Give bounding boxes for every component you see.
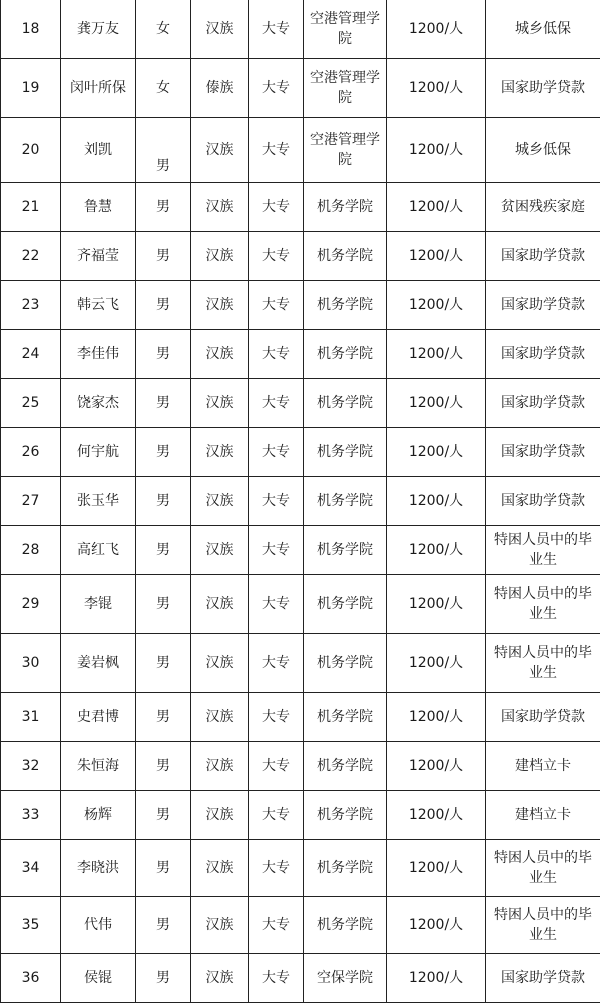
education-cell: 大专	[249, 118, 304, 183]
education-cell: 大专	[249, 575, 304, 634]
category-cell: 特困人员中的毕业生	[486, 840, 600, 897]
education-cell: 大专	[249, 379, 304, 428]
table-row	[1, 330, 600, 379]
category-cell: 建档立卡	[486, 791, 600, 840]
amount-cell: 1200/人	[387, 183, 486, 232]
education-cell: 大专	[249, 0, 304, 59]
ethnicity-cell: 汉族	[191, 428, 249, 477]
education-cell: 大专	[249, 232, 304, 281]
education-cell: 大专	[249, 281, 304, 330]
education-cell: 大专	[249, 183, 304, 232]
amount-cell: 1200/人	[387, 634, 486, 693]
amount-cell: 1200/人	[387, 477, 486, 526]
college-cell: 机务学院	[304, 840, 387, 897]
table-row	[1, 693, 600, 742]
name-cell: 龚万友	[61, 0, 136, 59]
row-number-cell: 29	[1, 575, 61, 634]
ethnicity-cell: 汉族	[191, 0, 249, 59]
name-cell: 史君博	[61, 693, 136, 742]
ethnicity-cell: 汉族	[191, 954, 249, 1003]
gender-cell: 男	[136, 477, 191, 526]
table-row	[1, 59, 600, 118]
category-cell: 特困人员中的毕业生	[486, 526, 600, 575]
ethnicity-cell: 汉族	[191, 742, 249, 791]
category-cell: 特困人员中的毕业生	[486, 897, 600, 954]
college-cell: 空保学院	[304, 954, 387, 1003]
row-number-cell: 32	[1, 742, 61, 791]
college-cell: 机务学院	[304, 379, 387, 428]
category-cell: 国家助学贷款	[486, 693, 600, 742]
education-cell: 大专	[249, 526, 304, 575]
ethnicity-cell: 汉族	[191, 575, 249, 634]
row-number-cell: 36	[1, 954, 61, 1003]
gender-cell: 男	[136, 526, 191, 575]
ethnicity-cell: 汉族	[191, 477, 249, 526]
ethnicity-cell: 汉族	[191, 840, 249, 897]
college-cell: 机务学院	[304, 634, 387, 693]
gender-cell: 男	[136, 742, 191, 791]
ethnicity-cell: 傣族	[191, 59, 249, 118]
name-cell: 侯锟	[61, 954, 136, 1003]
amount-cell: 1200/人	[387, 526, 486, 575]
name-cell: 何宇航	[61, 428, 136, 477]
college-cell: 机务学院	[304, 526, 387, 575]
ethnicity-cell: 汉族	[191, 791, 249, 840]
amount-cell: 1200/人	[387, 897, 486, 954]
amount-cell: 1200/人	[387, 791, 486, 840]
row-number-cell: 21	[1, 183, 61, 232]
education-cell: 大专	[249, 428, 304, 477]
education-cell: 大专	[249, 897, 304, 954]
college-cell: 机务学院	[304, 281, 387, 330]
gender-cell: 男	[136, 330, 191, 379]
education-cell: 大专	[249, 742, 304, 791]
name-cell: 张玉华	[61, 477, 136, 526]
row-number-cell: 19	[1, 59, 61, 118]
name-cell: 刘凯	[61, 118, 136, 183]
gender-cell: 男	[136, 118, 191, 183]
gender-cell: 女	[136, 59, 191, 118]
gender-cell: 男	[136, 791, 191, 840]
category-cell: 国家助学贷款	[486, 232, 600, 281]
table-row	[1, 183, 600, 232]
gender-cell: 男	[136, 379, 191, 428]
category-cell: 城乡低保	[486, 0, 600, 59]
category-cell: 国家助学贷款	[486, 379, 600, 428]
ethnicity-cell: 汉族	[191, 379, 249, 428]
table-row	[1, 118, 600, 183]
gender-cell: 男	[136, 575, 191, 634]
education-cell: 大专	[249, 59, 304, 118]
ethnicity-cell: 汉族	[191, 118, 249, 183]
college-cell: 机务学院	[304, 575, 387, 634]
row-number-cell: 28	[1, 526, 61, 575]
row-number-cell: 30	[1, 634, 61, 693]
row-number-cell: 26	[1, 428, 61, 477]
name-cell: 姜岩枫	[61, 634, 136, 693]
college-cell: 机务学院	[304, 183, 387, 232]
table-row	[1, 379, 600, 428]
college-cell: 机务学院	[304, 330, 387, 379]
gender-cell: 女	[136, 0, 191, 59]
ethnicity-cell: 汉族	[191, 526, 249, 575]
table-row	[1, 0, 600, 59]
table-row	[1, 575, 600, 634]
category-cell: 建档立卡	[486, 742, 600, 791]
row-number-cell: 25	[1, 379, 61, 428]
college-cell: 机务学院	[304, 477, 387, 526]
name-cell: 代伟	[61, 897, 136, 954]
table-row	[1, 791, 600, 840]
row-number-cell: 34	[1, 840, 61, 897]
college-cell: 机务学院	[304, 428, 387, 477]
name-cell: 朱恒海	[61, 742, 136, 791]
table-body	[1, 0, 600, 1003]
amount-cell: 1200/人	[387, 693, 486, 742]
row-number-cell: 33	[1, 791, 61, 840]
name-cell: 韩云飞	[61, 281, 136, 330]
table-row	[1, 897, 600, 954]
amount-cell: 1200/人	[387, 0, 486, 59]
category-cell: 国家助学贷款	[486, 59, 600, 118]
education-cell: 大专	[249, 840, 304, 897]
gender-cell: 男	[136, 897, 191, 954]
gender-cell: 男	[136, 634, 191, 693]
category-cell: 国家助学贷款	[486, 954, 600, 1003]
row-number-cell: 35	[1, 897, 61, 954]
amount-cell: 1200/人	[387, 232, 486, 281]
gender-cell: 男	[136, 693, 191, 742]
ethnicity-cell: 汉族	[191, 330, 249, 379]
amount-cell: 1200/人	[387, 281, 486, 330]
category-cell: 国家助学贷款	[486, 281, 600, 330]
table-row	[1, 634, 600, 693]
amount-cell: 1200/人	[387, 118, 486, 183]
gender-cell: 男	[136, 840, 191, 897]
college-cell: 机务学院	[304, 742, 387, 791]
education-cell: 大专	[249, 477, 304, 526]
table-row	[1, 232, 600, 281]
education-cell: 大专	[249, 693, 304, 742]
amount-cell: 1200/人	[387, 428, 486, 477]
name-cell: 杨辉	[61, 791, 136, 840]
ethnicity-cell: 汉族	[191, 232, 249, 281]
college-cell: 机务学院	[304, 232, 387, 281]
education-cell: 大专	[249, 330, 304, 379]
category-cell: 国家助学贷款	[486, 477, 600, 526]
education-cell: 大专	[249, 954, 304, 1003]
amount-cell: 1200/人	[387, 379, 486, 428]
gender-cell: 男	[136, 281, 191, 330]
row-number-cell: 31	[1, 693, 61, 742]
row-number-cell: 27	[1, 477, 61, 526]
ethnicity-cell: 汉族	[191, 183, 249, 232]
category-cell: 国家助学贷款	[486, 428, 600, 477]
table-row	[1, 281, 600, 330]
row-number-cell: 24	[1, 330, 61, 379]
table-row	[1, 526, 600, 575]
row-number-cell: 23	[1, 281, 61, 330]
table-row	[1, 954, 600, 1003]
category-cell: 特困人员中的毕业生	[486, 575, 600, 634]
college-cell: 空港管理学院	[304, 118, 387, 183]
table-row	[1, 477, 600, 526]
table-row	[1, 742, 600, 791]
gender-cell: 男	[136, 183, 191, 232]
table-row	[1, 428, 600, 477]
name-cell: 鲁慧	[61, 183, 136, 232]
category-cell: 特困人员中的毕业生	[486, 634, 600, 693]
name-cell: 饶家杰	[61, 379, 136, 428]
name-cell: 闵叶所保	[61, 59, 136, 118]
category-cell: 贫困残疾家庭	[486, 183, 600, 232]
table-row	[1, 840, 600, 897]
row-number-cell: 18	[1, 0, 61, 59]
college-cell: 空港管理学院	[304, 59, 387, 118]
amount-cell: 1200/人	[387, 575, 486, 634]
education-cell: 大专	[249, 634, 304, 693]
ethnicity-cell: 汉族	[191, 693, 249, 742]
category-cell: 城乡低保	[486, 118, 600, 183]
amount-cell: 1200/人	[387, 59, 486, 118]
name-cell: 李锟	[61, 575, 136, 634]
row-number-cell: 22	[1, 232, 61, 281]
amount-cell: 1200/人	[387, 840, 486, 897]
amount-cell: 1200/人	[387, 742, 486, 791]
college-cell: 机务学院	[304, 693, 387, 742]
amount-cell: 1200/人	[387, 954, 486, 1003]
ethnicity-cell: 汉族	[191, 634, 249, 693]
name-cell: 李晓洪	[61, 840, 136, 897]
college-cell: 机务学院	[304, 897, 387, 954]
college-cell: 机务学院	[304, 791, 387, 840]
gender-cell: 男	[136, 232, 191, 281]
education-cell: 大专	[249, 791, 304, 840]
ethnicity-cell: 汉族	[191, 897, 249, 954]
name-cell: 高红飞	[61, 526, 136, 575]
row-number-cell: 20	[1, 118, 61, 183]
gender-cell: 男	[136, 428, 191, 477]
category-cell: 国家助学贷款	[486, 330, 600, 379]
ethnicity-cell: 汉族	[191, 281, 249, 330]
gender-cell: 男	[136, 954, 191, 1003]
amount-cell: 1200/人	[387, 330, 486, 379]
name-cell: 齐福莹	[61, 232, 136, 281]
college-cell: 空港管理学院	[304, 0, 387, 59]
name-cell: 李佳伟	[61, 330, 136, 379]
